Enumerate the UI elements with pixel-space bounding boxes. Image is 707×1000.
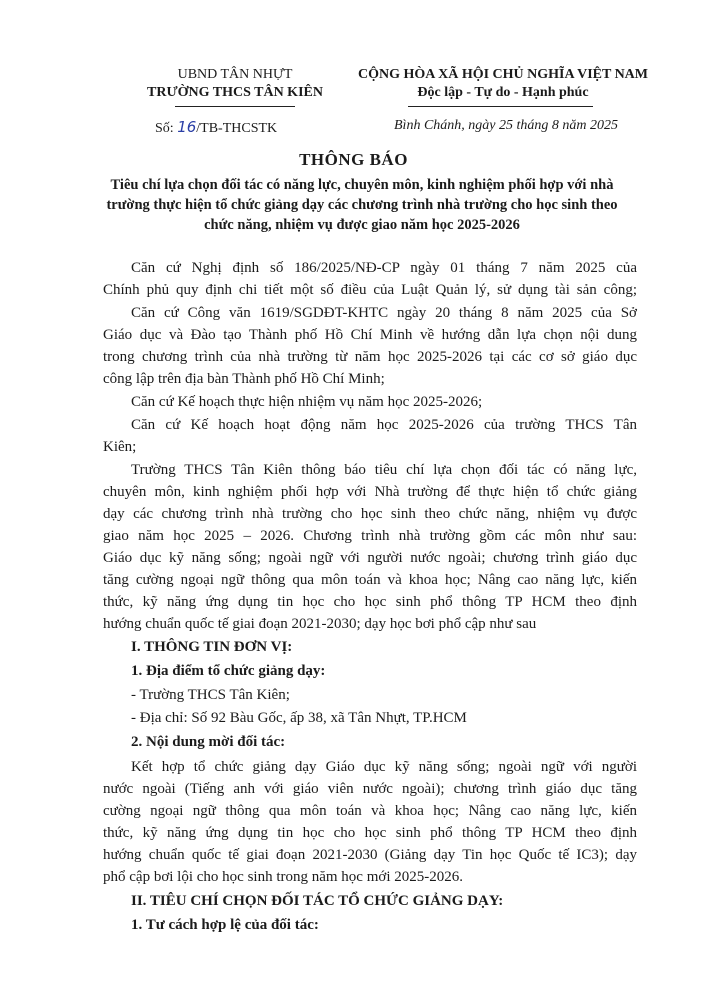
body-line: Trường THCS Tân Kiên thông báo tiêu chí lựa chọn đối tác có năng lực, <box>131 462 637 478</box>
place-and-date: Bình Chánh, ngày 25 tháng 8 năm 2025 <box>394 118 618 133</box>
national-motto: Độc lập - Tự do - Hạnh phúc <box>417 85 589 100</box>
body-line: thức, kỹ năng ứng dụng tin học cho học sinh phổ thông TP HCM theo định <box>103 594 637 610</box>
body-line: thức, kỹ năng ứng dụng tin học cho học sinh phổ thông TP HCM theo định <box>103 825 637 841</box>
document-subtitle: Tiêu chí lựa chọn đối tác có năng lực, chuyên môn, kinh nghiệm phối hợp với nhà trường thực hiện tổ chức giảng dạy các chương trình nhà trường cho học sinh theo chức năng, nhiệm vụ được giao năm học 2025-2026 <box>106 177 618 233</box>
republic-title: CỘNG HÒA XÃ HỘI CHỦ NGHĨA VIỆT NAM <box>357 67 648 82</box>
doc-number-handwritten: 16 <box>177 118 197 136</box>
body-line: phổ cập bơi lội cho học sinh trong năm học mới 2025-2026. <box>103 869 463 885</box>
section-heading-2: II. TIÊU CHÍ CHỌN ĐỐI TÁC TỔ CHỨC GIẢNG DẠY: <box>131 893 504 909</box>
body-line: cường ngoại ngữ thông qua môn toán và khoa học; Nâng cao năng lực, kiến <box>103 803 637 819</box>
doc-number-prefix: Số: <box>155 121 174 136</box>
body-line: nước ngoài (Tiếng anh với giáo viên nước ngoài); chương trình giáo dục tăng <box>103 781 637 797</box>
motto-underline <box>408 106 593 107</box>
subsection-heading: 2. Nội dung mời đối tác: <box>131 734 286 750</box>
body-line: tăng cường ngoại ngữ thông qua môn toán và khoa học; Nâng cao năng lực, kiến <box>103 572 637 588</box>
national-title-block <box>338 66 668 102</box>
document-title: THÔNG BÁO <box>299 150 408 169</box>
body-line: Căn cứ Công văn 1619/SGDĐT-KHTC ngày 20 tháng 8 năm 2025 của Sở <box>131 305 637 321</box>
doc-number-suffix: /TB-THCSTK <box>196 121 278 136</box>
body-line: Kiên; <box>103 439 137 455</box>
subsection-heading: 1. Địa điểm tổ chức giảng dạy: <box>131 663 326 679</box>
subsection-heading: 1. Tư cách hợp lệ của đối tác: <box>131 917 319 933</box>
body-line: hướng chuẩn quốc tế giai đoạn 2021-2030 (Giảng dạy Tin học Quốc tế IC3); dạy <box>103 847 637 863</box>
section-heading-1: I. THÔNG TIN ĐƠN VỊ: <box>131 639 293 655</box>
body-line: chuyên môn, kinh nghiệm phối hợp với Nhà trường để thực hiện tổ chức giảng <box>103 484 637 500</box>
school-underline <box>175 106 295 107</box>
body-line: công lập trên địa bàn Thành phố Hồ Chí Minh; <box>103 371 385 387</box>
body-line: dạy các chương trình nhà trường cho học sinh theo chức năng, nhiệm vụ được <box>103 506 637 522</box>
issuing-agency-block <box>120 66 350 102</box>
body-line: Giáo dục và Đào tạo Thành phố Hồ Chí Minh về hướng dẫn lựa chọn nội dung <box>103 327 637 343</box>
body-line: hướng chuẩn quốc tế giai đoạn 2021-2030; dạy học bơi phổ cập như sau <box>103 616 537 632</box>
body-line: - Địa chỉ: Số 92 Bàu Gốc, ấp 38, xã Tân Nhựt, TP.HCM <box>131 710 467 726</box>
body-line: Chính phủ quy định chi tiết một số điều của Luật Quản lý, sử dụng tài sản công; <box>103 282 637 298</box>
body-line: Giáo dục kỹ năng sống; ngoài ngữ với người nước ngoài; chương trình giáo dục <box>103 550 637 566</box>
body-line: Căn cứ Kế hoạch hoạt động năm học 2025-2026 của trường THCS Tân <box>131 417 637 433</box>
body-line: trong chương trình của nhà trường từ năm học 2025-2026 tại các cơ sở giáo dục <box>103 349 637 365</box>
agency-name: UBND TÂN NHỰT <box>177 67 293 82</box>
document-number <box>155 118 277 137</box>
body-line: Căn cứ Nghị định số 186/2025/NĐ-CP ngày 01 tháng 7 năm 2025 của <box>131 260 637 276</box>
body-line: giao năm học 2025 – 2026. Chương trình nhà trường gồm các môn như sau: <box>103 528 637 544</box>
body-line: Kết hợp tổ chức giảng dạy Giáo dục kỹ năng sống; ngoài ngữ với người <box>131 759 637 775</box>
body-line: Căn cứ Kế hoạch thực hiện nhiệm vụ năm học 2025-2026; <box>131 394 483 410</box>
school-name: TRƯỜNG THCS TÂN KIÊN <box>147 85 323 100</box>
body-line: - Trường THCS Tân Kiên; <box>131 687 290 703</box>
